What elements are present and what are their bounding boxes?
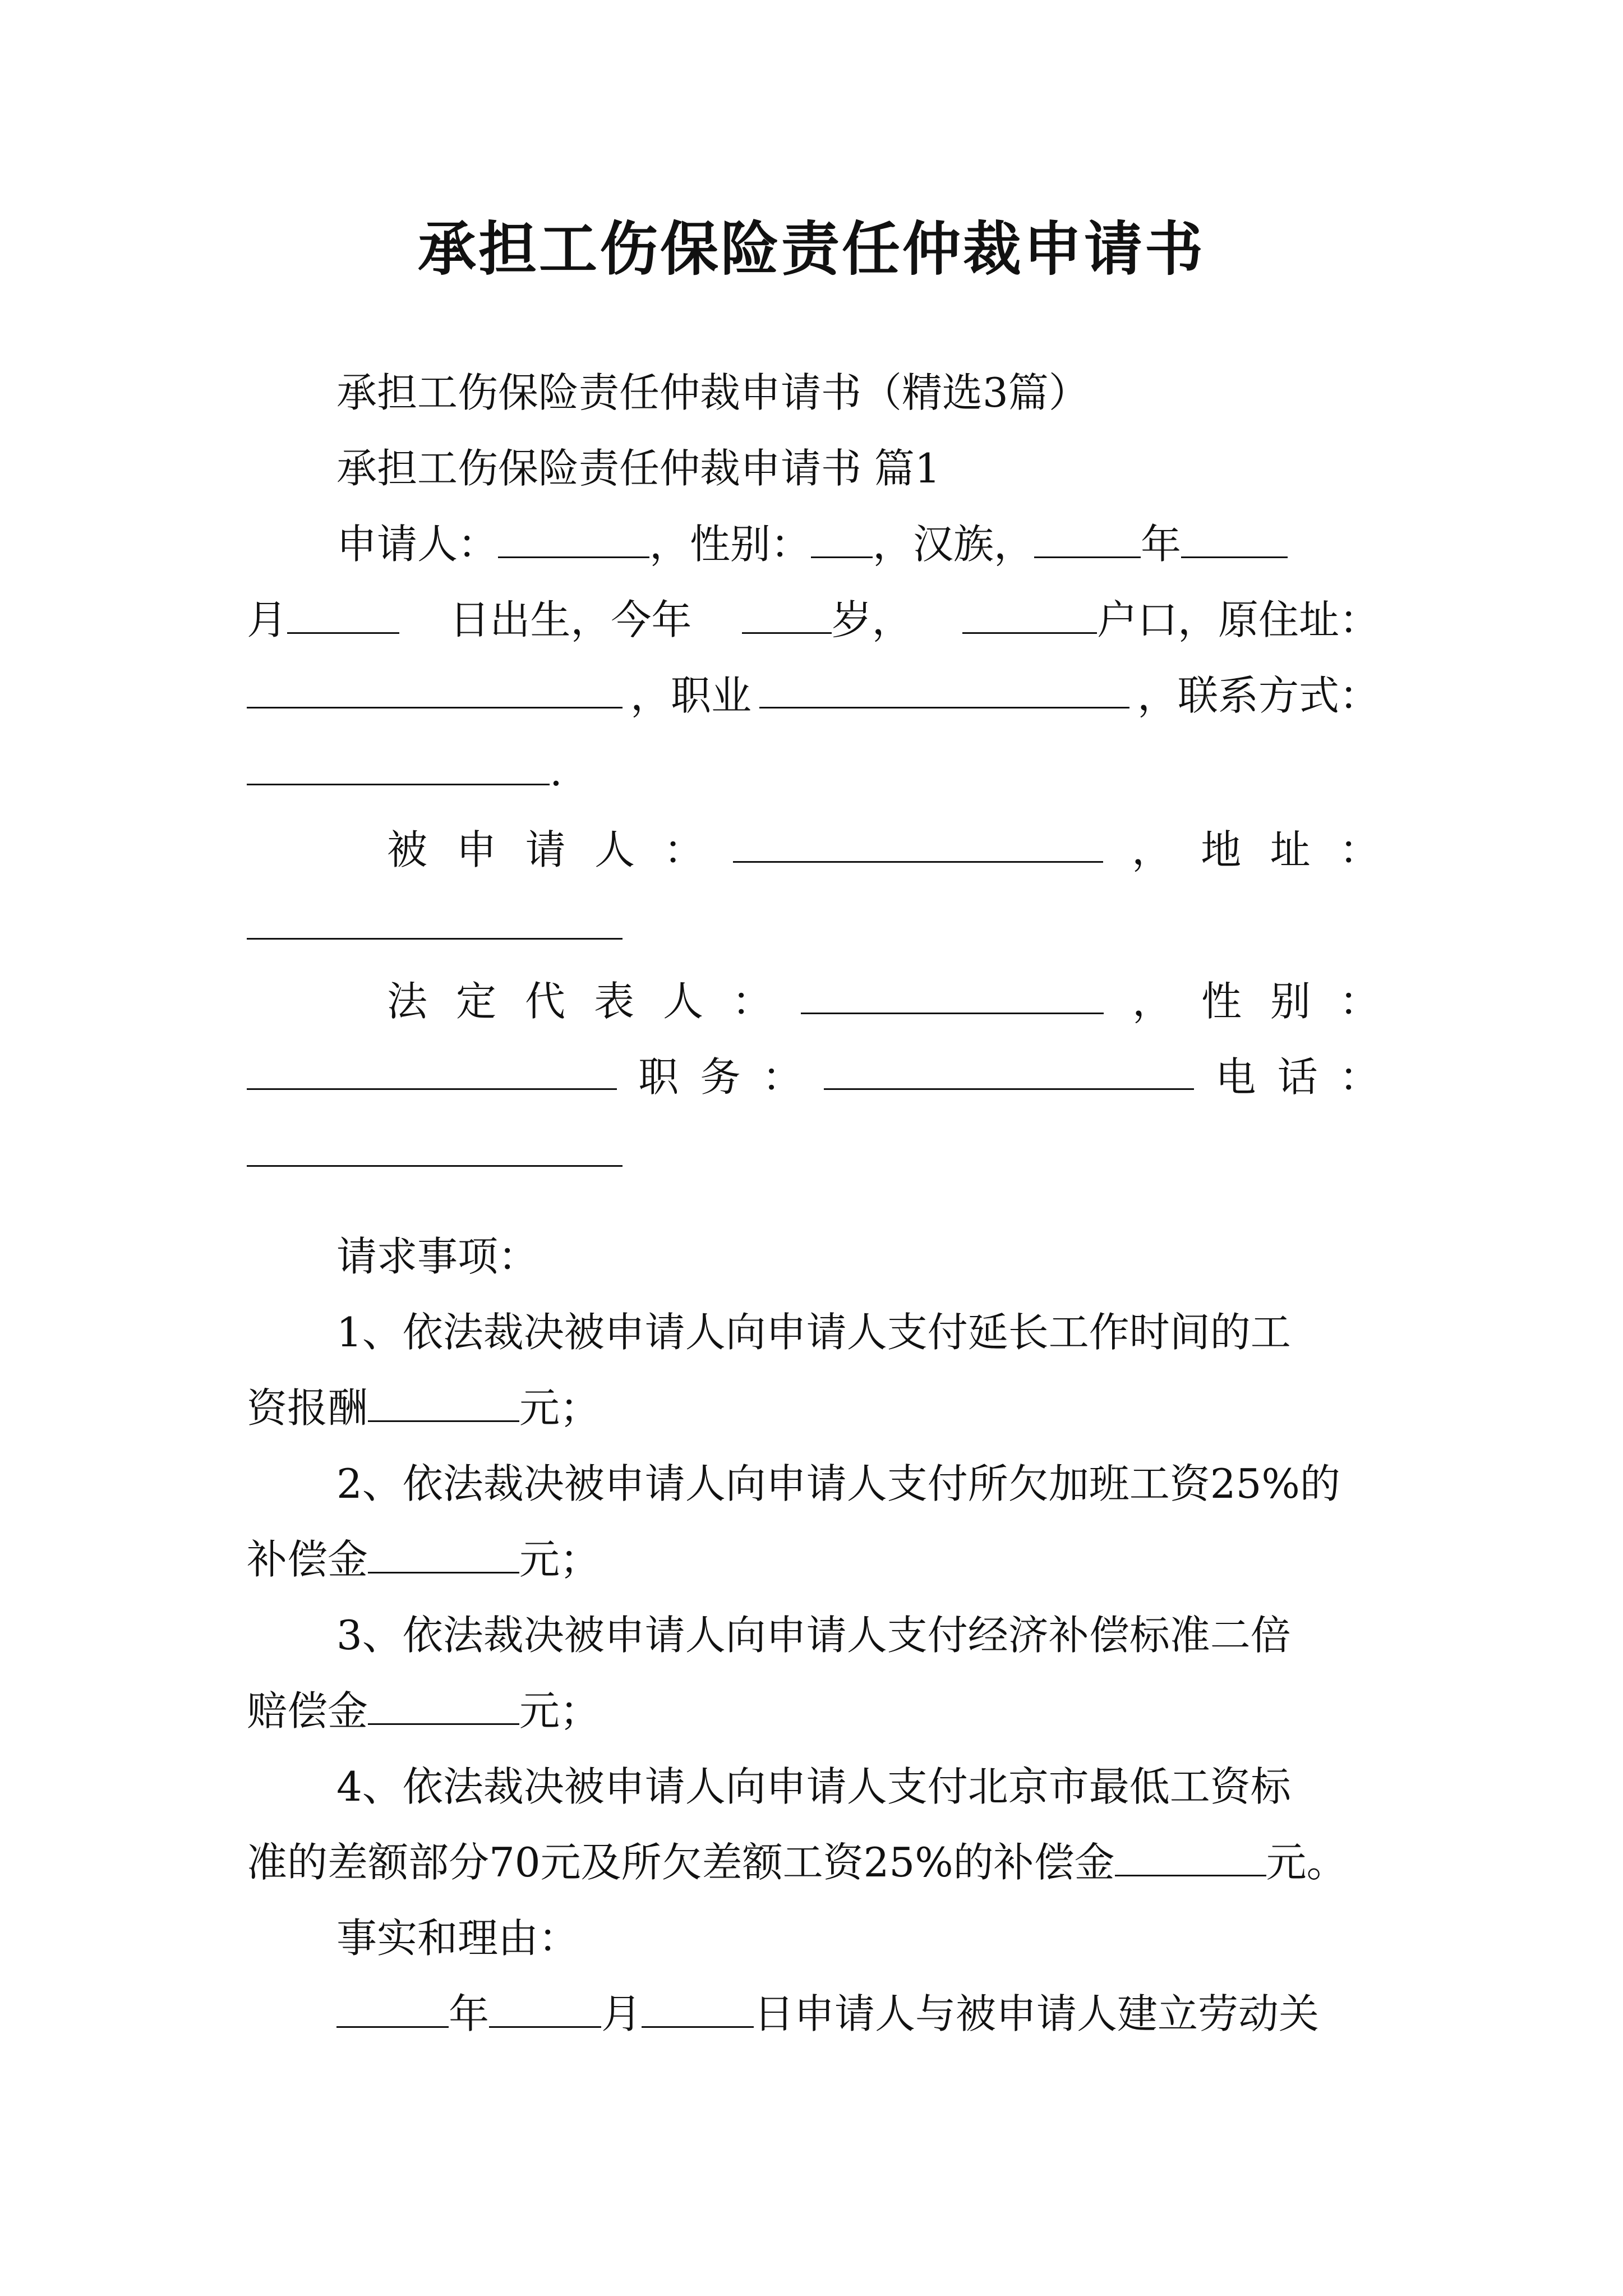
request-1-text: 资报酬	[247, 1384, 368, 1432]
respondent-char: 人	[594, 826, 635, 873]
facts-month-label: 月	[601, 1990, 642, 2037]
household-blank	[962, 593, 1097, 634]
legal-rep-gender-char: 性	[1201, 978, 1242, 1025]
respondent-name-blank	[733, 822, 1103, 863]
requests-heading: 请求事项：	[336, 1233, 539, 1280]
address-label: 户口，原住址：	[1096, 596, 1380, 643]
facts-line-1	[336, 1986, 1319, 2042]
contact-blank	[247, 744, 550, 785]
facts-text: 日申请人与被申请人建立劳动关	[754, 1990, 1320, 2037]
respondent-address-line	[247, 898, 623, 954]
request-2-text: 补偿金	[247, 1536, 368, 1583]
contact-label: ，联系方式：	[1137, 672, 1380, 719]
legal-rep-duty-char: 务	[700, 1053, 741, 1101]
legal-rep-line-2	[247, 1049, 1380, 1105]
gender-blank	[811, 517, 873, 558]
birth-month-blank	[1181, 517, 1288, 558]
address-blank	[247, 668, 623, 708]
request-4-amount-blank	[1115, 1835, 1266, 1876]
respondent-char: 申	[456, 826, 497, 873]
request-4-line-2	[247, 1834, 1347, 1890]
facts-heading: 事实和理由：	[336, 1915, 579, 1962]
request-2-amount-blank	[368, 1533, 519, 1573]
legal-rep-char: 表	[594, 978, 635, 1025]
request-3-line-2	[247, 1683, 600, 1739]
respondent-char: ：	[663, 826, 704, 873]
ethnicity-text: ，汉族，	[873, 521, 1035, 568]
respondent-line	[387, 822, 1380, 878]
request-2-line-1: 2、依法裁决被申请人向申请人支付所欠加班工资25%的	[336, 1460, 1340, 1507]
legal-rep-char: 法	[387, 978, 428, 1025]
legal-rep-phone-char: ：	[1339, 1053, 1380, 1101]
legal-rep-char: 定	[456, 978, 497, 1025]
respondent-char: 请	[525, 826, 566, 873]
applicant-name-blank	[498, 517, 649, 558]
legal-rep-char: ：	[732, 978, 773, 1025]
occupation-label: ，职业	[630, 672, 751, 719]
request-3-line-1: 3、依法裁决被申请人向申请人支付经济补偿标准二倍	[336, 1612, 1291, 1659]
legal-rep-duty-blank	[824, 1049, 1194, 1090]
year-label: 年	[1141, 521, 1182, 568]
birth-text: 日出生，今年	[449, 596, 692, 643]
respondent-sep: ，	[1131, 826, 1172, 873]
legal-rep-gender-char: ：	[1339, 978, 1380, 1025]
respondent-addr-char: ：	[1339, 826, 1380, 873]
request-3-unit: 元；	[519, 1687, 601, 1734]
age-blank	[742, 593, 832, 634]
request-1-line-1: 1、依法裁决被申请人向申请人支付延长工作时间的工	[336, 1309, 1291, 1356]
request-3-text: 赔偿金	[247, 1687, 368, 1734]
legal-rep-line-1	[387, 973, 1380, 1029]
legal-rep-phone-blank	[247, 1126, 623, 1167]
facts-month-blank	[489, 1987, 601, 2028]
legal-rep-name-blank	[801, 973, 1104, 1014]
document-title: 承担工伤保险责任仲裁申请书	[417, 214, 1205, 283]
respondent-address-blank	[247, 899, 623, 940]
legal-rep-sep: ，	[1132, 978, 1173, 1025]
gender-label: ，性别：	[649, 521, 811, 568]
applicant-line-3	[247, 668, 1380, 724]
request-4-unit: 元。	[1266, 1839, 1347, 1886]
legal-rep-duty-char: 职	[638, 1053, 679, 1101]
legal-rep-gender-char: 别	[1270, 978, 1311, 1025]
request-1-amount-blank	[368, 1381, 519, 1422]
respondent-char: 被	[387, 826, 428, 873]
request-1-unit: 元；	[519, 1384, 601, 1432]
legal-rep-gender-blank	[247, 1049, 617, 1090]
applicant-line-4	[247, 743, 562, 799]
applicant-line-1	[336, 516, 1288, 572]
facts-day-blank	[642, 1987, 754, 2028]
applicant-label: 申请人：	[336, 521, 499, 568]
request-4-line-1: 4、依法裁决被申请人向申请人支付北京市最低工资标	[336, 1763, 1291, 1810]
applicant-line-2	[247, 592, 1380, 648]
request-2-line-2	[247, 1531, 600, 1588]
occupation-blank	[759, 668, 1129, 708]
request-1-line-2	[247, 1380, 600, 1436]
legal-rep-char: 代	[525, 978, 566, 1025]
request-3-amount-blank	[368, 1684, 519, 1725]
request-4-text: 准的差额部分70元及所欠差额工资25%的补偿金	[247, 1839, 1115, 1886]
facts-year-blank	[336, 1987, 449, 2028]
legal-rep-phone-char: 话	[1277, 1053, 1318, 1101]
age-label: 岁，	[831, 596, 912, 643]
birth-year-blank	[1034, 517, 1141, 558]
section-heading: 承担工伤保险责任仲裁申请书 篇1	[336, 445, 940, 492]
subtitle: 承担工伤保险责任仲裁申请书（精选3篇）	[336, 369, 1089, 416]
applicant-end-mark: .	[550, 748, 562, 795]
facts-year-label: 年	[449, 1990, 490, 2037]
respondent-addr-char: 址	[1270, 826, 1311, 873]
legal-rep-duty-char: ：	[762, 1053, 803, 1101]
legal-rep-phone-line	[247, 1125, 623, 1181]
birth-day-blank	[287, 593, 399, 634]
request-2-unit: 元；	[519, 1536, 601, 1583]
legal-rep-phone-char: 电	[1215, 1053, 1256, 1101]
legal-rep-char: 人	[663, 978, 704, 1025]
month-label: 月	[247, 596, 288, 643]
respondent-addr-char: 地	[1201, 826, 1242, 873]
